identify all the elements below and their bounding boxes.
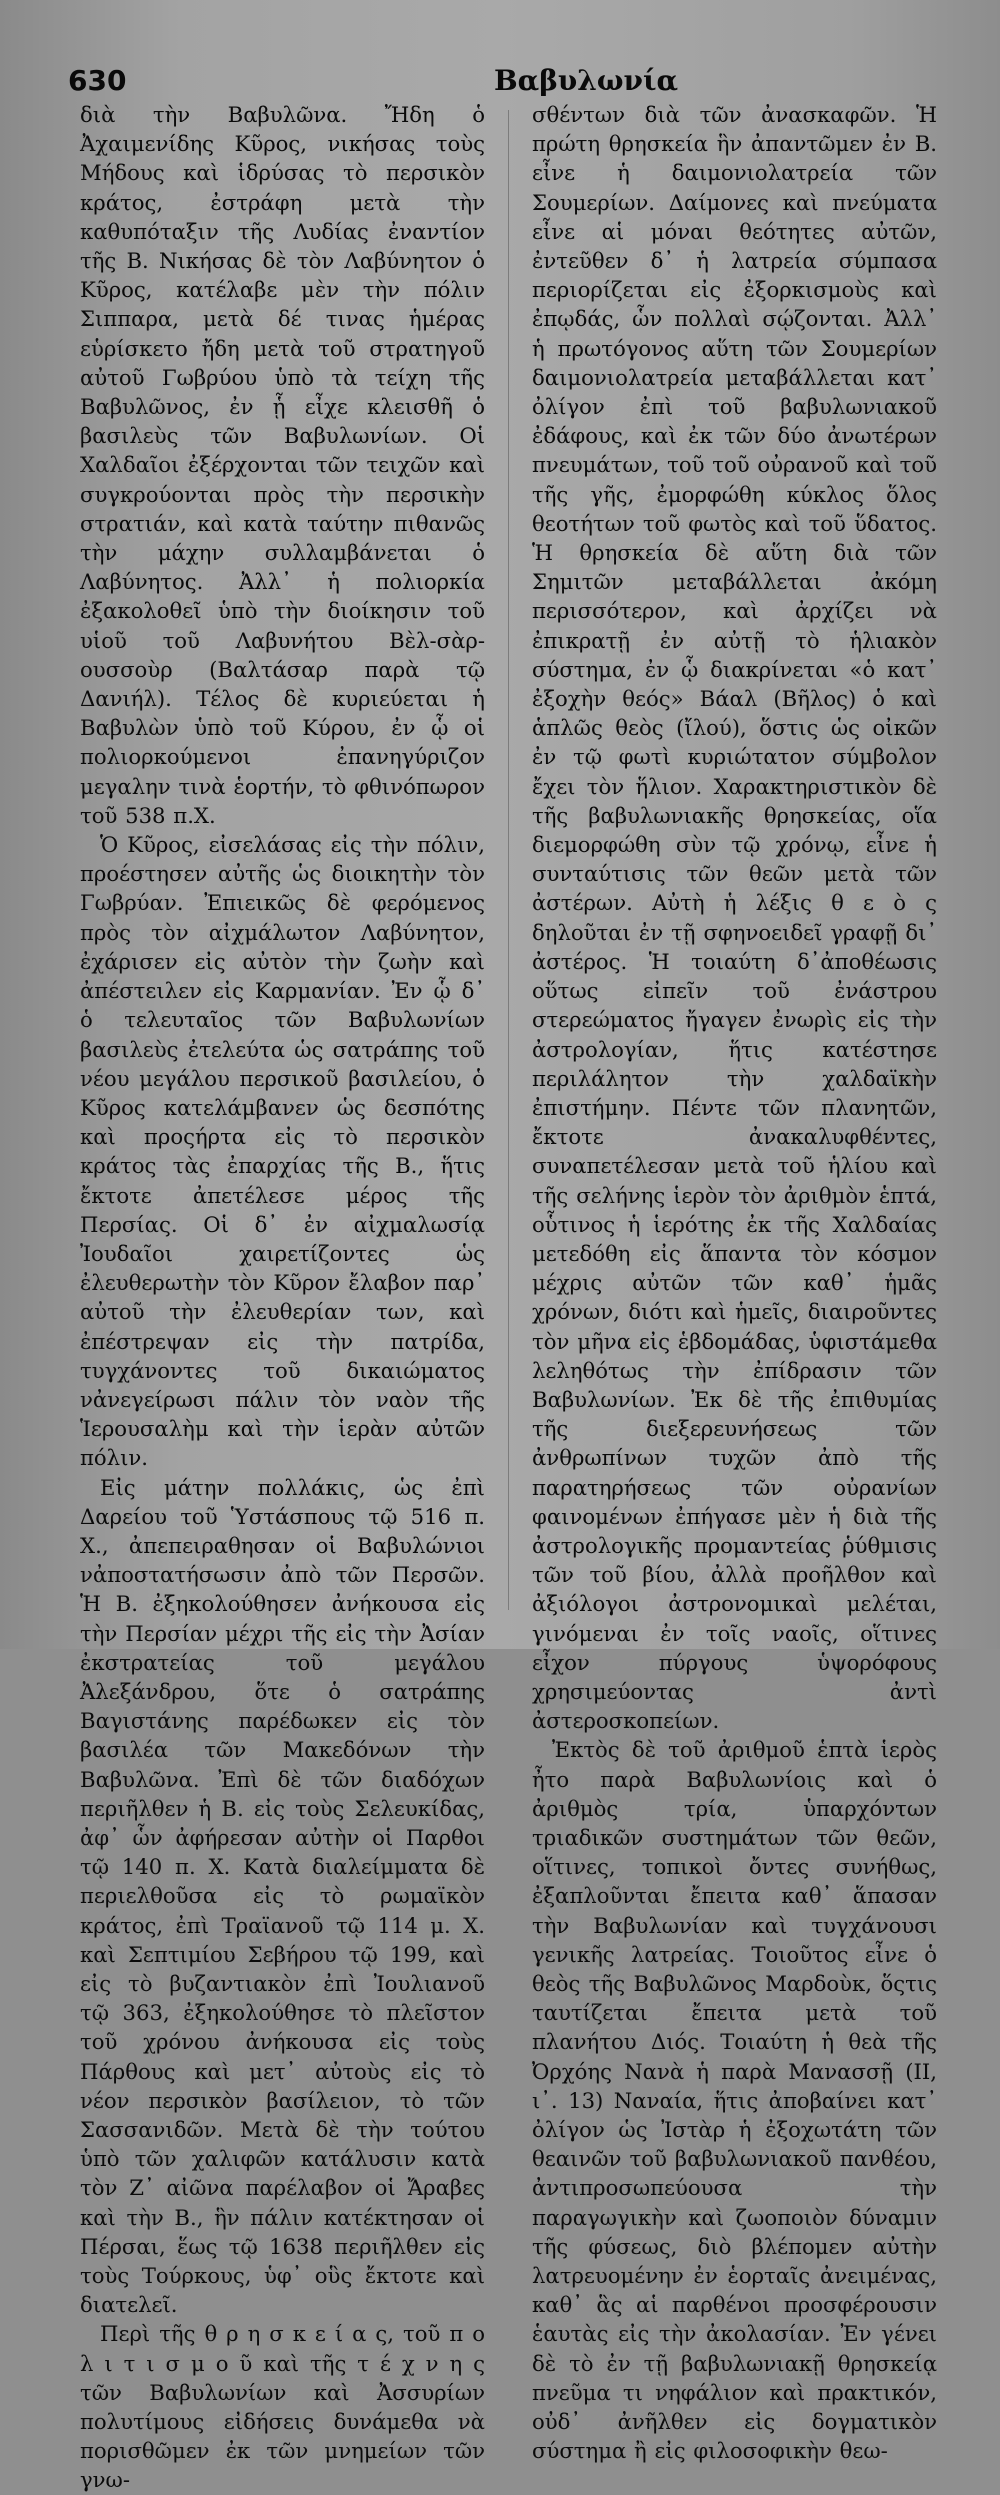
paragraph: Ἐκτὸς δὲ τοῦ ἀριθμοῦ ἑπτὰ ἱερὸς ἦτο παρὰ Βαβυλωνίοις καὶ ὁ ἀριθμὸς τρία, ὑπαρχόντων τριαδικῶν συστημάτων τῶν θεῶν, οἵτινες, τοπικοὶ ὄντες συνήθως, ἐξαπλοῦνται ἔπειτα καθ᾽ ἅπασαν τὴν Βαβυλωνίαν καὶ τυγχάνουσι γενικῆς λατρείας. Τοιοῦτος εἶνε ὁ θεὸς τῆς Βαβυλῶνος Μαρδοὺκ, ὅςτις ταυτίζεται ἔπειτα μετὰ τοῦ πλανήτου Διός. Τοιαύτη ἡ θεὰ τῆς Ὀρχόης Νανὰ ἡ παρὰ Μανασσῇ (ΙΙ, ι᾽. 13) Ναναία, ἥτις ἀποβαίνει κατ᾽ ὀλίγον ὡς Ἰστὰρ ἡ ἐξοχωτάτη τῶν θεαινῶν τοῦ βαβυλωνιακοῦ πανθέου, ἀντιπροσωπεύουσα τὴν παραγωγικὴν καὶ ζωοποιὸν δύναμιν τῆς φύσεως, διὸ βλέπομεν αὐτὴν λατρευομένην ἐν ἑορταῖς ἀνειμένας, καθ᾽ ἃς αἱ παρθένοι προσφέρουσιν ἑαυτὰς εἰς τὴν ἀκολασίαν. Ἐν γένει δὲ τὸ ἐν τῇ βαβυλωνιακῇ θρησκείᾳ πνεῦμα τι νηφάλιον καὶ πρακτικόν, οὐδ᾽ ἀνῆλθεν εἰς δογματικὸν σύστημα ἢ εἰς φιλοσοφικὴν θεω-: [532, 1737, 937, 2464]
paragraph: Εἰς μάτην πολλάκις, ὡς ἐπὶ Δαρείου τοῦ Ὑστάσπους τῷ 516 π. Χ., ἀπεπειραθησαν οἱ Βαβυλώνιοι νἀποστατήσωσιν ἀπὸ τῶν Περσῶν. Ἡ Β. ἐξηκολούθησεν ἀνήκουσα εἰς τὴν Περσίαν μέχρι τῆς εἰς τὴν Ἀσίαν ἐκστρατείας τοῦ μεγάλου Ἀλεξάνδρου, ὅτε ὁ σατράπης Βαγιστάνης παρέδωκεν εἰς τὸν βασιλέα τῶν Μακεδόνων τὴν Βαβυλῶνα. Ἐπὶ δὲ τῶν διαδόχων περιῆλθεν ἡ Β. εἰς τοὺς Σελευκίδας, ἀφ᾽ ὧν ἀφήρεσαν αὐτὴν οἱ Παρθοι τῷ 140 π. Χ. Κατὰ διαλείμματα δὲ περιελθοῦσα εἰς τὸ ρωμαϊκὸν κράτος, ἐπὶ Τραϊανοῦ τῷ 114 μ. Χ. καὶ Σεπτιμίου Σεβήρου τῷ 199, καὶ εἰς τὸ βυζαντιακὸν ἐπὶ Ἰουλιανοῦ τῷ 363, ἐξηκολούθησε τὸ πλεῖστον τοῦ χρόνου ἀνήκουσα εἰς τοὺς Πάρθους καὶ μετ᾽ αὐτοὺς εἰς τὸ νέον περσικὸν βασίλειον, τὸ τῶν Σασσανιδῶν. Μετὰ δὲ τὴν τούτου ὑπὸ τῶν χαλιφῶν κατάλυσιν κατὰ τὸν Ζ᾽ αἰῶνα παρέλαβον οἱ Ἄραβες καὶ τὴν Β., ἣν πάλιν κατέκτησαν οἱ Πέρσαι, ἕως τῷ 1638 περιῆλθεν εἰς τοὺς Τούρκους, ὑφ᾽ οὓς ἔκτοτε καὶ διατελεῖ.: [80, 1474, 485, 2318]
right-column: [532, 100, 937, 2465]
left-column: [80, 100, 485, 2495]
paragraph: Περὶ τῆς θ ρ η σ κ ε ί α ς, τοῦ π ο λ ι τ ι σ μ ο ῦ καὶ τῆς τ έ χ ν η ς τῶν Βαβυλωνίων καὶ Ἀσσυρίων πολυτίμους εἰδήσεις δυνάμεθα νὰ πορισθῶμεν ἐκ τῶν μνημείων τῶν γνω-: [80, 2321, 485, 2493]
paragraph: διὰ τὴν Βαβυλῶνα. Ἤδη ὁ Ἀχαιμενίδης Κῦρος, νικήσας τοὺς Μήδους καὶ ἱδρύσας τὸ περσικὸν κράτος, ἐστράφη μετὰ τὴν καθυπόταξιν τῆς Λυδίας ἐναντίον τῆς Β. Νικήσας δὲ τὸν Λαβύνητον ὁ Κῦρος, κατέλαβε μὲν τὴν πόλιν Σιππαρα, μετὰ δέ τινας ἡμέρας εὑρίσκετο ἤδη μετὰ τοῦ στρατηγοῦ αὐτοῦ Γωβρύου ὑπὸ τὰ τείχη τῆς Βαβυλῶνος, ἐν ᾗ εἶχε κλεισθῆ ὁ βασιλεὺς τῶν Βαβυλωνίων. Οἱ Χαλδαῖοι ἐξέρχονται τῶν τειχῶν καὶ συγκρούονται πρὸς τὴν περσικὴν στρατιάν, καὶ κατὰ ταύτην πιθανῶς τὴν μάχην συλλαμβάνεται ὁ Λαβύνητος. Ἀλλ᾽ ἡ πολιορκία ἐξακολοθεῖ ὑπὸ τὴν διοίκησιν τοῦ υἱοῦ τοῦ Λαβυνήτου Βὲλ-σὰρ-ουσσοὺρ (Βαλτάσαρ παρὰ τῷ Δανιήλ). Τέλος δὲ κυριεύεται ἡ Βαβυλὼν ὑπὸ τοῦ Κύρου, ἐν ᾧ οἱ πολιορκούμενοι ἐπανηγύριζον μεγαλην τινὰ ἑορτήν, τὸ φθινόπωρον τοῦ 538 π.Χ.: [80, 102, 485, 828]
paragraph: σθέντων διὰ τῶν ἀνασκαφῶν. Ἡ πρώτη θρησκεία ἣν ἀπαντῶμεν ἐν Β. εἶνε ἡ δαιμονιολατρεία τῶν Σουμερίων. Δαίμονες καὶ πνεύματα εἶνε αἱ μόναι θεότητες αὐτῶν, ἐντεῦθεν δ᾽ ἡ λατρεία σύμπασα περιορίζεται εἰς ἐξορκισμοὺς καὶ ἐπῳδάς, ὧν πολλαὶ σῴζονται. Ἀλλ᾽ ἡ πρωτόγονος αὕτη τῶν Σουμερίων δαιμονιολατρεία μεταβάλλεται κατ᾽ ὀλίγον ἐπὶ τοῦ βαβυλωνιακοῦ ἐδάφους, καὶ ἐκ τῶν δύο ἀνωτέρων πνευμάτων, τοῦ τοῦ οὐρανοῦ καὶ τοῦ τῆς γῆς, ἐμορφώθη κύκλος ὅλος θεοτήτων τοῦ φωτὸς καὶ τοῦ ὕδατος. Ἡ θρησκεία δὲ αὕτη διὰ τῶν Σημιτῶν μεταβάλλεται ἀκόμη περισσότερον, καὶ ἀρχίζει νὰ ἐπικρατῇ ἐν αὐτῇ τὸ ἡλιακὸν σύστημα, ἐν ᾧ διακρίνεται «ὁ κατ᾽ ἐξοχὴν θεός» Βάαλ (Βῆλος) ὁ καὶ ἁπλῶς θεὸς (ἴλού), ὅστις ὡς οἰκῶν ἐν τῷ φωτὶ κυριώτατον σύμβολον ἔχει τὸν ἥλιον. Χαρακτηριστικὸν δὲ τῆς βαβυλωνιακῆς θρησκείας, οἵα διεμορφώθη σὺν τῷ χρόνῳ, εἶνε ἡ συνταύτισις τῶν θεῶν μετὰ τῶν ἀστέρων. Αὐτὴ ἡ λέξις θ ε ὸ ς δηλοῦται ἐν τῇ σφηνοειδεῖ γραφῇ δι᾽ ἀστέρος. Ἡ τοιαύτη δ᾽ἀποθέωσις οὕτως εἰπεῖν τοῦ ἐνάστρου στερεώματος ἤγαγεν ἐνωρὶς εἰς τὴν ἀστρολογίαν, ἥτις κατέστησε περιλάλητον τὴν χαλδαϊκὴν ἐπιστήμην. Πέντε τῶν πλανητῶν, ἔκτοτε ἀνακαλυφθέντες, συναπετέλεσαν μετὰ τοῦ ἡλίου καὶ τῆς σελήνης ἱερὸν τὸν ἀριθμὸν ἑπτά, οὗτινος ἡ ἱερότης ἐκ τῆς Χαλδαίας μετεδόθη εἰς ἅπαντα τὸν κόσμον μέχρις αὐτῶν τῶν καθ᾽ ἡμᾶς χρόνων, διότι καὶ ἡμεῖς, διαιροῦντες τὸν μῆνα εἰς ἑβδομάδας, ὑφιστάμεθα λεληθότως τὴν ἐπίδρασιν τῶν Βαβυλωνίων. Ἐκ δὲ τῆς ἐπιθυμίας τῆς διεξερευνήσεως τῶν ἀνθρωπίνων τυχῶν ἀπὸ τῆς παρατηρήσεως τῶν οὐρανίων φαινομένων ἐπήγασε μὲν ἡ διὰ τῆς ἀστρολογικῆς προμαντείας ῥύθμισις τῶν τοῦ βίου, ἀλλὰ προῆλθον καὶ ἀξιόλογοι ἀστρονομικαὶ μελέται, γινόμεναι ἐν τοῖς ναοῖς, οἵτινες εἶχον πύργους ὑψορόφους χρησιμεύοντας ἀντὶ ἀστεροσκοπείων.: [532, 102, 937, 1734]
page-number: 630: [68, 64, 127, 97]
running-title: Βαβυλωνία: [494, 64, 679, 97]
column-divider: [508, 110, 509, 1610]
paragraph: Ὁ Κῦρος, εἰσελάσας εἰς τὴν πόλιν, προέστησεν αὐτῆς ὡς διοικητὴν τὸν Γωβρύαν. Ἐπιεικῶς δὲ φερόμενος πρὸς τὸν αἰχμάλωτον Λαβύνητον, ἐχάρισεν εἰς αὐτὸν τὴν ζωὴν καὶ ἀπέστειλεν εἰς Καρμανίαν. Ἐν ᾧ δ᾽ ὁ τελευταῖος τῶν Βαβυλωνίων βασιλεὺς ἐτελεύτα ὡς σατράπης τοῦ νέου μεγάλου περσικοῦ βασιλείου, ὁ Κῦρος κατελάμβανεν ὡς δεσπότης καὶ προςήρτα εἰς τὸ περσικὸν κράτος τὰς ἐπαρχίας τῆς Β., ἥτις ἔκτοτε ἀπετέλεσε μέρος τῆς Περσίας. Οἱ δ᾽ ἐν αἰχμαλωσίᾳ Ἰουδαῖοι χαιρετίζοντες ὡς ἐλευθερωτὴν τὸν Κῦρον ἔλαβον παρ᾽ αὐτοῦ τὴν ἐλευθερίαν των, καὶ ἐπέστρεψαν εἰς τὴν πατρίδα, τυγχάνοντες τοῦ δικαιώματος νἀνεγείρωσι πάλιν τὸν ναὸν τῆς Ἱερουσαλὴμ καὶ τὴν ἱερὰν αὐτῶν πόλιν.: [80, 832, 485, 1471]
